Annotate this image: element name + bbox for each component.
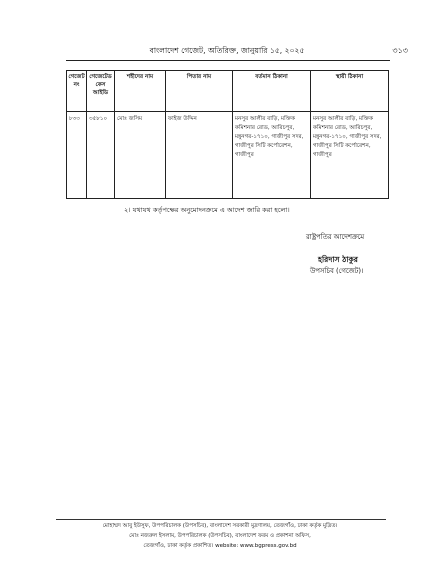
table-row — [67, 112, 389, 199]
page-number: ৩১৩ — [392, 46, 408, 55]
order-statement: ২। যথাযথ কর্তৃপক্ষের অনুমোদনক্রমে এ আদেশ জারি করা হলো। — [124, 206, 290, 214]
signatory-designation: উপসচিব (গেজেট)। — [310, 267, 364, 275]
col-present-address: বর্তমান ঠিকানা — [233, 71, 311, 112]
signature-by-order: রাষ্ট্রপতির আদেশক্রমে — [306, 233, 365, 241]
signatory-name: হরিদাস ঠাকুর — [318, 255, 358, 264]
footer-printer-line: মোহাম্মদ আবু ইউসুফ, উপপরিচালক (উপসচিব), বাংলাদেশ সরকারী মুদ্রণালয়, তেজগাঁও, ঢাকা কর্তৃক মুদ্রিত। — [102, 523, 338, 529]
cell-present-address: মনসুর আলীর বাড়ি, মক্তিক কমিশনার রোড, আরিচপুর, মন্নুনগর-১৭১০, গাজীপুর সদর, গাজীপুর সিটি কর্পোরেশন, গাজীপুর — [233, 112, 311, 199]
header-divider — [66, 60, 390, 61]
col-permanent-address: স্থায়ী ঠিকানা — [311, 71, 389, 112]
cell-gazette-no: ৮৩৩ — [67, 112, 87, 199]
footer-website-line: তেজগাঁও, ঢাকা কর্তৃক প্রকাশিত। website: www.bgpress.gov.bd — [143, 543, 297, 549]
footer-divider — [56, 519, 386, 520]
cell-father-name: ফাইজ উদ্দিন — [166, 112, 233, 199]
page-header — [66, 44, 408, 60]
gazette-title: বাংলাদেশ গেজেট, অতিরিক্ত, জানুয়ারি ১৫, ২০২৫ — [149, 46, 305, 55]
table-header-row — [67, 71, 389, 112]
col-gazette-no: গেজেট নং — [67, 71, 87, 112]
signature-block — [302, 232, 402, 276]
col-case-id: গেজেটেড কেস আইডি — [87, 71, 115, 112]
footer-publisher-line: মোঃ নজরুল ইসলাম, উপপরিচালক (উপসচিব), বাংলাদেশ ফরম ও প্রকাশনা অফিস, — [129, 533, 311, 539]
cell-martyr-name: মোঃ জসিম — [115, 112, 166, 199]
cell-permanent-address: মনসুর আলীর বাড়ি, মক্তিক কমিশনার রোড, আরিচপুর, মন্নুনগর-১৭১০, গাজীপুর সদর, গাজীপুর সিটি কর্পোরেশন, গাজীপুর — [311, 112, 389, 199]
col-father-name: পিতার নাম — [166, 71, 233, 112]
cell-case-id: ৩৫৮১০ — [87, 112, 115, 199]
col-martyr-name: শহীদের নাম — [115, 71, 166, 112]
martyr-table — [66, 70, 389, 199]
page-footer — [50, 521, 390, 551]
